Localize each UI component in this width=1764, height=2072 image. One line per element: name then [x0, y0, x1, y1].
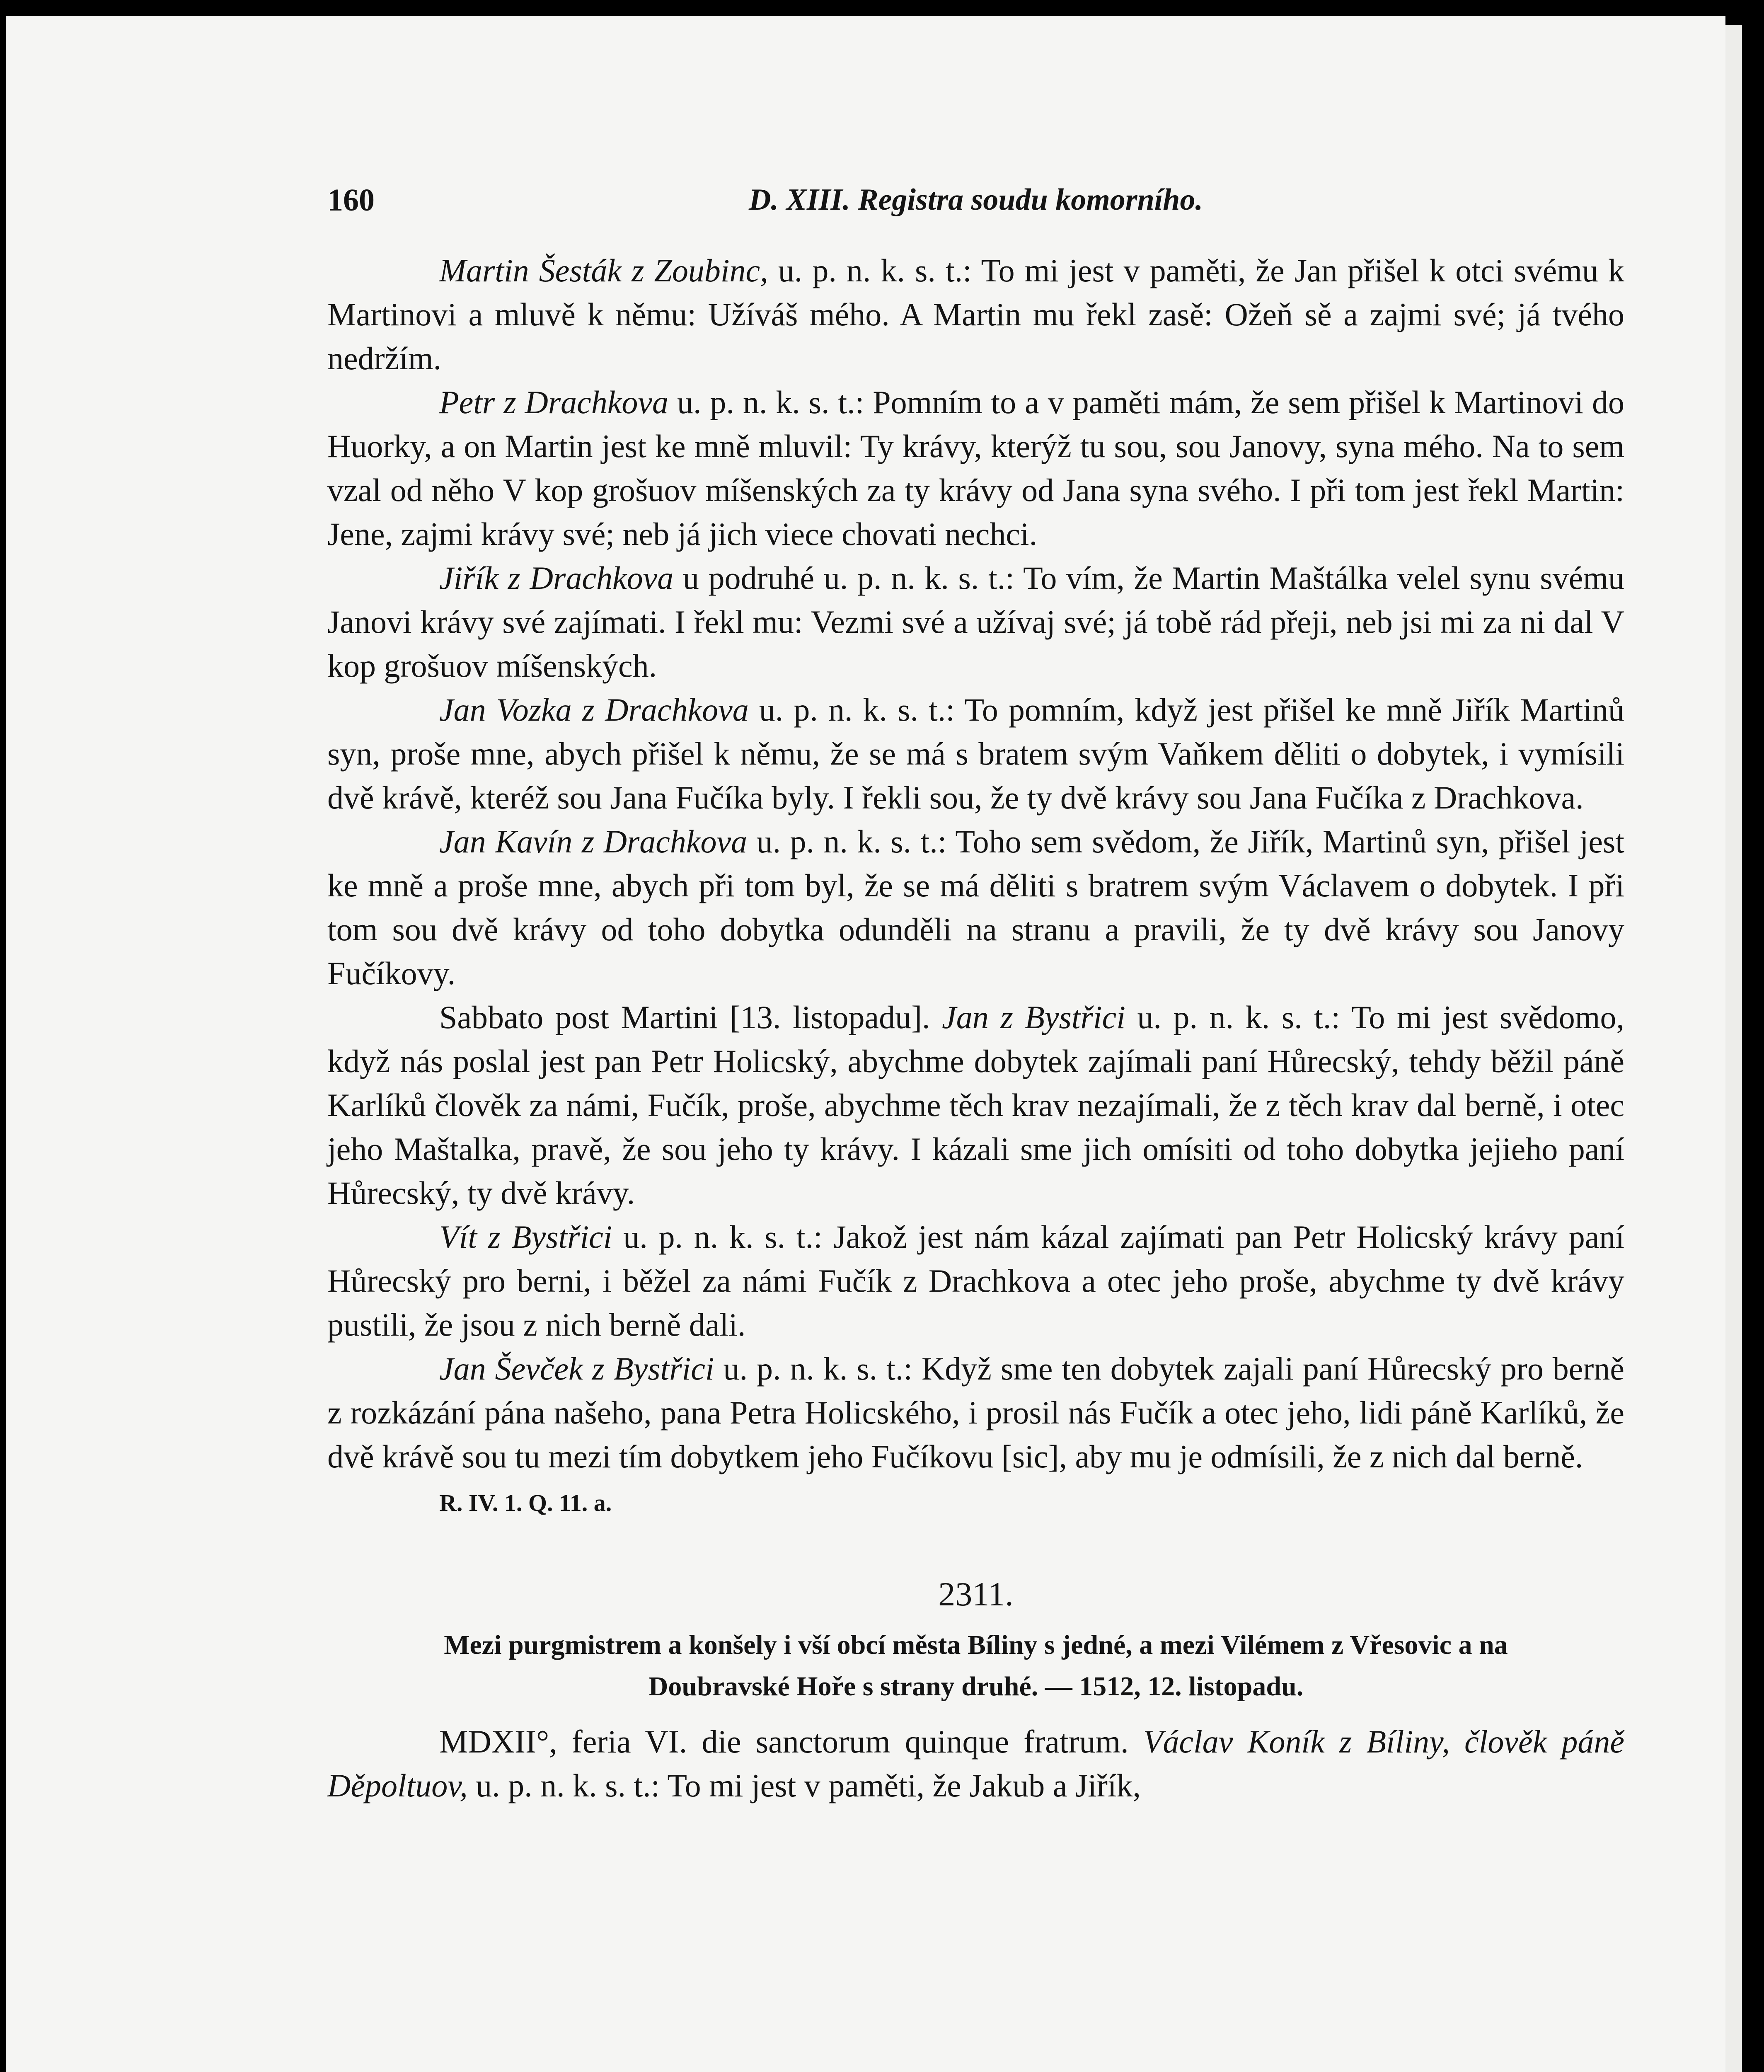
- page-header: [327, 182, 1624, 232]
- witness-name: Václav Koník z Bíliny, člověk páně Děpoltuov,: [327, 1723, 1624, 1803]
- testimony-text: u. p. n. k. s. t.: Pomním to a v paměti mám, že sem přišel k Martinovi do Huorky, a on Martin jest ke mně mluvil: Ty krávy, kterýž tu sou, sou Janovy, syna mého. Na to sem vzal od něho V kop grošuov míšenských za ty krávy od Jana syna svého. I při tom jest řekl Martin: Jene, zajmi krávy své; neb já jich viece chovati nechci.: [327, 384, 1624, 552]
- witness-name: Jan Vozka z Drachkova: [439, 692, 749, 728]
- testimony-text: u. p. n. k. s. t.: To mi jest v paměti, že Jan přišel k otci svému k Martinovi a mluvě k němu: Užíváš mého. A Martin mu řekl zasě: Ožeň sě a zajmi své; já tvého nedržím.: [327, 252, 1624, 376]
- testimony-text: u. p. n. k. s. t.: To mi jest svědomo, když nás poslal jest pan Petr Holicský, abychme dobytek zajímali paní Hůrecský, tehdy běžil páně Karlíků člověk za námi, Fučík, proše, abychme těch krav nezajímali, že z těch krav dal berně, i otec jeho Maštalka, pravě, že sou jeho ty krávy. I kázali sme jich omísiti od toho dobytka jejieho paní Hůrecský, ty dvě krávy.: [327, 999, 1624, 1211]
- testimony-paragraph: [327, 995, 1624, 1215]
- testimony-paragraph: [327, 820, 1624, 995]
- page-content: [327, 182, 1624, 1808]
- date-lead: MDXII°, feria VI. die sanctorum quinque fratrum.: [439, 1723, 1143, 1760]
- witness-name: Jan Ševček z Bystřici: [439, 1351, 714, 1387]
- summary-line: Doubravské Hoře s strany druhé. — 1512, 12. listopadu.: [648, 1671, 1304, 1702]
- witness-name: Jan z Bystřici: [942, 999, 1125, 1035]
- testimony-paragraph: [327, 556, 1624, 688]
- witness-name: Petr z Drachkova: [439, 384, 669, 420]
- summary-line: Mezi purgmistrem a konšely i vší obcí města Bíliny s jedné, a mezi Vilémem z Vřesovic a na: [444, 1630, 1508, 1660]
- document-opening-paragraph: [327, 1720, 1624, 1808]
- testimony-paragraph: [327, 380, 1624, 556]
- testimony-paragraph: [327, 1215, 1624, 1347]
- testimony-paragraph: [327, 688, 1624, 820]
- running-title: D. XIII. Registra soudu komorního.: [749, 183, 1203, 217]
- testimony-text: u. p. n. k. s. t.: Když sme ten dobytek zajali paní Hůrecský pro berně z rozkázání pána našeho, pana Petra Holicského, i prosil nás Fučík a otec jeho, lidi páně Karlíků, že dvě krávě sou tu mezi tím dobytkem jeho Fučíkovu [sic], aby mu je odmísili, že z nich dal berně.: [327, 1351, 1625, 1474]
- witness-name: Vít z Bystřici: [439, 1219, 612, 1255]
- testimony-paragraph: [327, 1347, 1624, 1479]
- document-summary: [327, 1624, 1624, 1707]
- testimony-text: u podruhé u. p. n. k. s. t.: To vím, že Martin Maštálka velel synu svému Janovi krávy své zajímati. I řekl mu: Vezmi své a užívaj své; já tobě rád přeji, neb jsi mi za ni dal V kop grošuov míšenských.: [327, 560, 1624, 684]
- testimony-paragraph: [327, 249, 1624, 380]
- testimony-text: u. p. n. k. s. t.: To mi jest v paměti, že Jakub a Jiřík,: [467, 1767, 1141, 1803]
- source-note: R. IV. 1. Q. 11. a.: [439, 1489, 612, 1516]
- date-lead: Sabbato post Martini [13. listopadu].: [439, 999, 942, 1035]
- page-number: 160: [327, 183, 375, 218]
- document-number: 2311.: [938, 1575, 1014, 1613]
- page-edge: [1725, 25, 1742, 2072]
- testimony-text: u. p. n. k. s. t.: To pomním, když jest přišel ke mně Jiřík Martinů syn, proše mne, abych přišel k němu, že se má s bratem svým Vaňkem děliti o dobytek, i vymísili dvě krávě, kteréž sou Jana Fučíka byly. I řekli sou, že ty dvě krávy sou Jana Fučíka z Drachkova.: [327, 692, 1624, 816]
- testimony-body: [327, 249, 1624, 1808]
- witness-name: Jiřík z Drachkova: [439, 560, 674, 596]
- testimony-text: u. p. n. k. s. t.: Jakož jest nám kázal zajímati pan Petr Holicský krávy paní Hůrecský pro berni, i běžel za námi Fučík z Drachkova a otec jeho proše, abychme ty dvě krávy pustili, že jsou z nich berně dali.: [327, 1219, 1624, 1343]
- witness-name: Jan Kavín z Drachkova: [439, 823, 748, 859]
- testimony-text: u. p. n. k. s. t.: Toho sem svědom, že Jiřík, Martinů syn, přišel jest ke mně a proše mne, abych při tom byl, že se má děliti s bratrem svým Václavem o dobytek. I při tom sou dvě krávy od toho dobytka odunděli na stranu a pravili, že ty dvě krávy sou Janovy Fučíkovy.: [327, 823, 1624, 991]
- witness-name: Martin Šesták z Zoubinc,: [439, 252, 768, 288]
